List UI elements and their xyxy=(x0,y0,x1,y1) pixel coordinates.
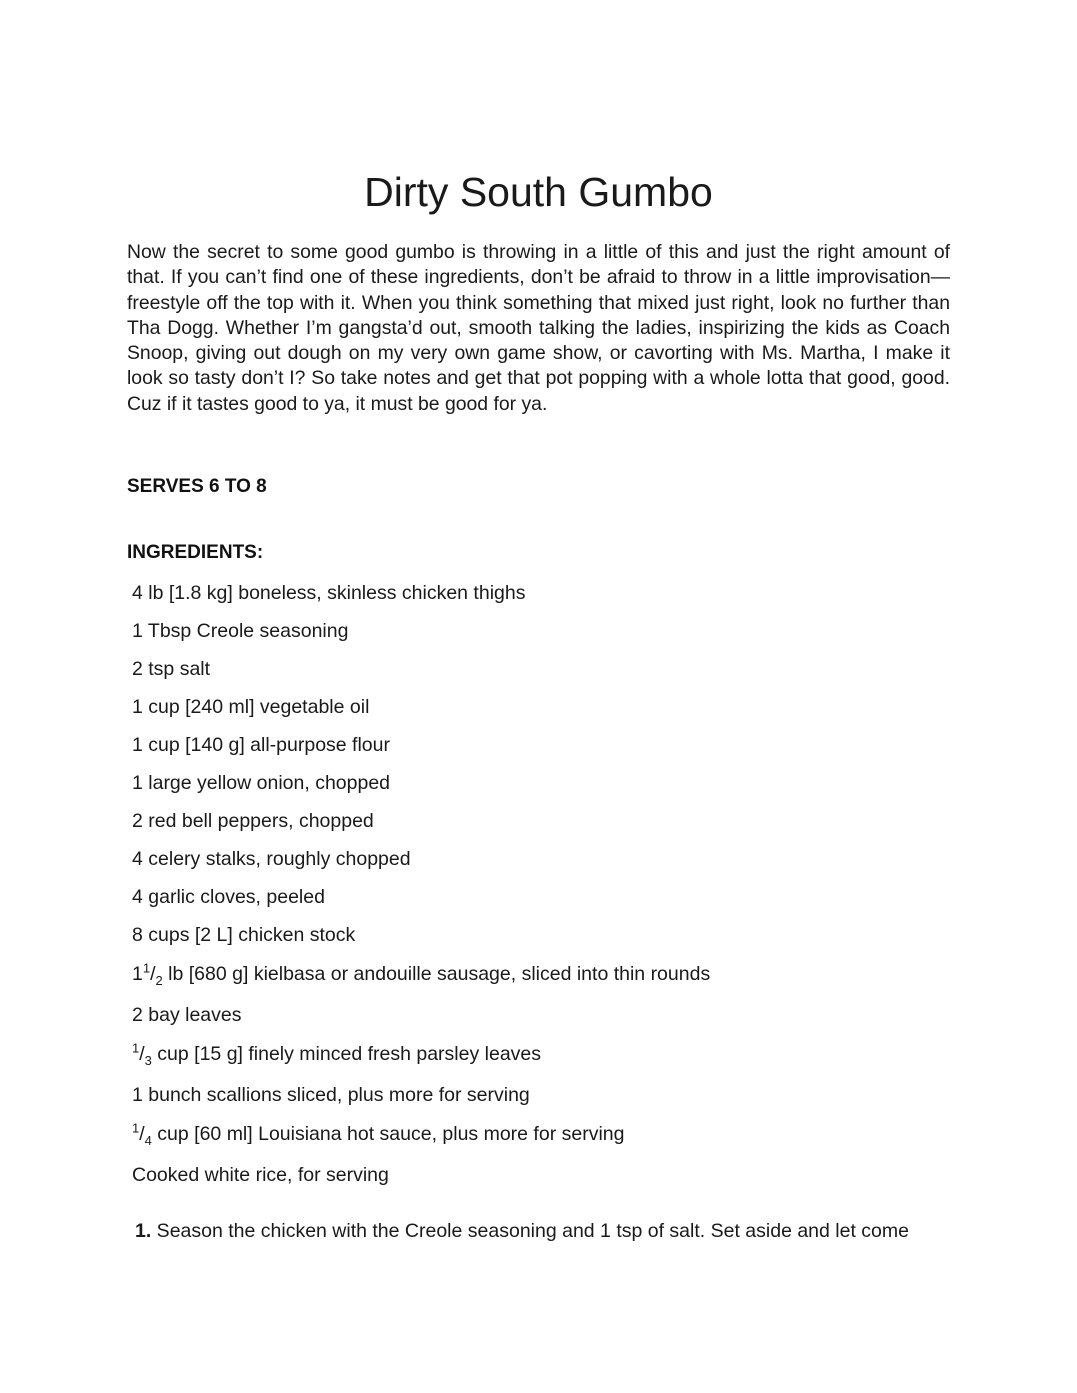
step-number: 1. xyxy=(135,1220,152,1242)
recipe-title: Dirty South Gumbo xyxy=(364,169,713,215)
ingredient-item: 2 tsp salt xyxy=(132,658,211,680)
ingredient-item: 1 cup [140 g] all-purpose flour xyxy=(132,734,390,756)
fraction-whole: 1 xyxy=(132,963,143,985)
ingredient-item: 4 celery stalks, roughly chopped xyxy=(132,848,411,870)
ingredient-item: 2 bay leaves xyxy=(132,1004,242,1026)
ingredient-item: 1 cup [240 ml] vegetable oil xyxy=(132,696,370,718)
fraction-numerator: 1 xyxy=(132,1120,140,1136)
ingredients-list xyxy=(132,579,710,1199)
ingredient-item: 2 red bell peppers, chopped xyxy=(132,810,374,832)
fraction-denominator: 3 xyxy=(144,1052,152,1068)
recipe-page xyxy=(127,0,950,1393)
ingredient-item: $^1/_4$ cup [60 ml] Louisiana hot sauce, plus more for serving xyxy=(132,1120,625,1148)
ingredient-item: 4 lb [1.8 kg] boneless, skinless chicken thighs xyxy=(132,582,526,604)
fraction-denominator: 2 xyxy=(155,972,163,988)
serves-label: SERVES 6 TO 8 xyxy=(127,476,267,497)
method-step xyxy=(135,1218,950,1244)
recipe-intro: Now the secret to some good gumbo is throwing in a little of this and just the right amount of that. If you can’t find one of these ingredients, don’t be afraid to throw in a little improvisation—freestyle off the top with it. When you think something that mixed just right, look no further than Tha Dogg. Whether I’m gangsta’d out, smooth talking the ladies, inspirizing the kids as Coach Snoop, giving out dough on my very own game show, or cavorting with Ms. Martha, I make it look so tasty don’t I? So take notes and get that pot popping with a whole lotta that good, good. Cuz if it tastes good to ya, it must be good for ya. xyxy=(127,241,950,415)
step-text: Season the chicken with the Creole seasoning and 1 tsp of salt. Set aside and let come xyxy=(151,1220,909,1242)
ingredient-item: 1 Tbsp Creole seasoning xyxy=(132,620,349,642)
ingredient-item: 1 large yellow onion, chopped xyxy=(132,772,391,794)
ingredients-heading: INGREDIENTS: xyxy=(127,542,264,563)
fraction-numerator: 1 xyxy=(142,960,151,976)
ingredient-item: 8 cups [2 L] chicken stock xyxy=(132,924,356,946)
fraction-numerator: 1 xyxy=(132,1040,140,1056)
ingredient-item: 4 garlic cloves, peeled xyxy=(132,886,325,908)
fraction-denominator: 4 xyxy=(144,1132,152,1148)
ingredient-item: Cooked white rice, for serving xyxy=(132,1164,389,1186)
ingredient-item: $1^1/_2$ lb [680 g] kielbasa or andouille sausage, sliced into thin rounds xyxy=(132,960,711,988)
ingredient-item: $^1/_3$ cup [15 g] finely minced fresh parsley leaves xyxy=(132,1040,542,1068)
ingredient-item: 1 bunch scallions sliced, plus more for serving xyxy=(132,1084,530,1106)
